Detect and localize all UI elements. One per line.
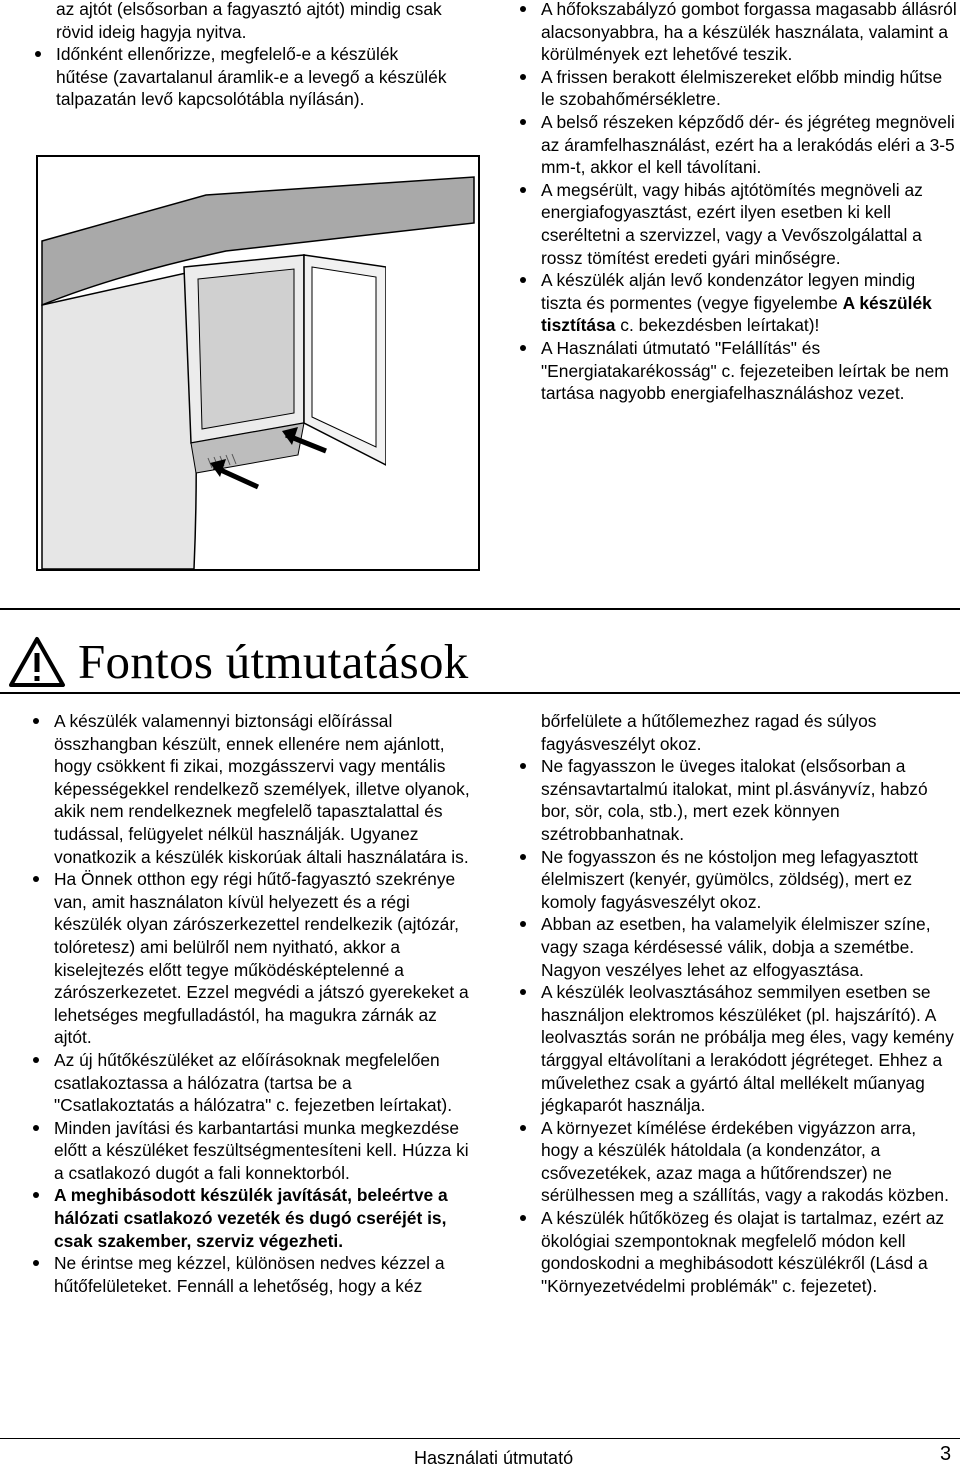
top-right-column (517, 0, 957, 405)
list-item-text: A készülék alján levő kondenzátor legyen mindig tiszta és pormentes (vegye figyelembe (541, 270, 916, 313)
list-item: Az új hűtőkészüléket az előírásoknak megfelelően csatlakoztassa a hálózatra (tartsa be a "Csatlakoztatás a hálózatra" c. fejezetben leírtakat). (30, 1049, 474, 1117)
list-item: A környezet kímélése érdekében vigyázzon arra, hogy a készülék hátoldala (a kondenzátor, a csővezetékek, azaz maga a hűtőrendszer) ne sérülhessen meg a szállítás, vagy a rakodás közben. (517, 1117, 957, 1207)
section-divider (0, 608, 960, 610)
bullet-list (32, 43, 452, 111)
list-item: Időnként ellenőrizze, megfelelő-e a készülék hűtése (zavartalanul áramlik-e a levegő a készülék talpazatán levő kapcsolótábla nyílásán). (32, 43, 452, 111)
top-left-column (32, 0, 452, 111)
list-item-text: c. bekezdésben leírtakat)! (615, 315, 820, 336)
list-item: Ne fagyasszon le üveges italokat (elsősorban a szénsavtartalmú italokat, mint pl.ásványvíz, habzó bor, sör, cola, stb.), mert ezek könnyen szétrobbanhatnak. (517, 755, 957, 845)
list-item: Ha Önnek otthon egy régi hűtő-fagyasztó szekrénye van, amit használaton kívül helyezett és a régi készülék olyan zárószerkezettel rendelkezik (ajtózár, tolóretesz) ami belülről nem nyitható, akkor a kiselejtezés előtt tegye működésképtelenné a zárószerkezetet. Ezzel megvédi a játszó gyerekeket a lehetséges megfulladástól, ha magukra zárnák az ajtót. (30, 868, 474, 1049)
list-item: Ne fogyasszon és ne kóstoljon meg lefagyasztott élelmiszert (kenyér, gyümölcs, zöldség), mert ez komoly fagyásveszélyt okoz. (517, 846, 957, 914)
list-item: Ne érintse meg kézzel, különösen nedves kézzel a hűtőfelületeket. Fennáll a lehetőség, hogy a kéz (30, 1252, 474, 1297)
list-item: A készülék valamennyi biztonsági elõírással összhangban készült, ennek ellenére nem ajánlott, hogy csökkent fi zikai, mozgásszervi vagy mentális képességekkel rendelkezõ személyek, illetve olyanok, akik nem rendelkeznek megfelelõ tapasztalattal és tudással, felügyelet nélkül használják. Ugyanez vonatkozik a készülék kiskorúak általi használatára is. (30, 710, 474, 868)
list-item (30, 1184, 474, 1252)
list-item: A készülék leolvasztásához semmilyen esetben se használjon elektromos készüléket (pl. hajszárító). A leolvasztás során ne próbálja meg éles, vagy kemény tárggyal eltávolítani a lerakódott jégréteget. Ehhez a művelethez csak a gyártó által mellékelt műanyag jégkaparót használja. (517, 981, 957, 1117)
bottom-right-column (517, 710, 957, 1297)
bold-reference: A készülék tisztítása (541, 292, 932, 336)
appliance-illustration (36, 155, 480, 571)
list-item: Minden javítási és karbantartási munka megkezdése előtt a készüléket feszültségmentesíteni kell. Húzza ki a csatlakozó dugót a fali konnektorból. (30, 1117, 474, 1185)
continuation-text: az ajtót (elsősorban a fagyasztó ajtót) mindig csak rövid ideig hagyja nyitva. (56, 0, 442, 42)
bottom-left-column (30, 710, 474, 1297)
continuation-text: bőrfelülete a hűtőlemezhez ragad és súlyos fagyásveszélyt okoz. (541, 711, 877, 754)
bullet-list (517, 755, 957, 1297)
list-item (517, 269, 957, 337)
list-item: A készülék hűtőközeg és olajat is tartalmaz, ezért az ökológiai szempontoknak megfelelő módon kell gondoskodni a meghibásodott készülékről (Lásd a "Környezetvédelmi problémák" c. fejezetet). (517, 1207, 957, 1297)
bullet-list (517, 0, 957, 405)
list-item: A frissen berakott élelmiszereket előbb mindig hűtse le szobahőmérsékletre. (517, 66, 957, 111)
list-item: A belső részeken képződő dér- és jégréteg megnöveli az áramfelhasználást, ezért ha a lerakódás eléri a 3-5 mm-t, akkor el kell távolítani. (517, 111, 957, 179)
section-divider (0, 692, 960, 694)
section-title: Fontos útmutatások (78, 634, 469, 689)
list-item: A Használati útmutató "Felállítás" és "Energiatakarékosság" c. fejezeteiben leírtak be nem tartása nagyobb energiafelhasználáshoz vezet. (517, 337, 957, 405)
warning-triangle-icon (8, 636, 66, 688)
footer-title: Használati útmutató (414, 1448, 574, 1468)
footer-divider (0, 1438, 960, 1439)
bullet-list (30, 710, 474, 1297)
list-item: A hőfokszabályzó gombot forgassa magasabb állásról alacsonyabbra, ha a készülék használata, valamint a körülmények ezt lehetővé teszik. (517, 0, 957, 66)
page-number: 3 (940, 1443, 952, 1465)
bold-warning-text: A meghibásodott készülék javítását, beleértve a hálózati csatlakozó vezeték és dugó cseréjét is, csak szakember, szerviz végezheti. (54, 1185, 448, 1251)
section-heading (8, 622, 469, 702)
list-item: Abban az esetben, ha valamelyik élelmiszer színe, vagy szaga kérdésessé válik, dobja a szemétbe. Nagyon veszélyes lehet az elfogyasztása. (517, 913, 957, 981)
list-item: A megsérült, vagy hibás ajtótömítés megnöveli az energiafogyasztást, ezért ilyen esetben ki kell cseréltetni a szervizzel, vagy a Vevőszolgálattal a rossz tömítést eredeti gyári minőségre. (517, 179, 957, 269)
